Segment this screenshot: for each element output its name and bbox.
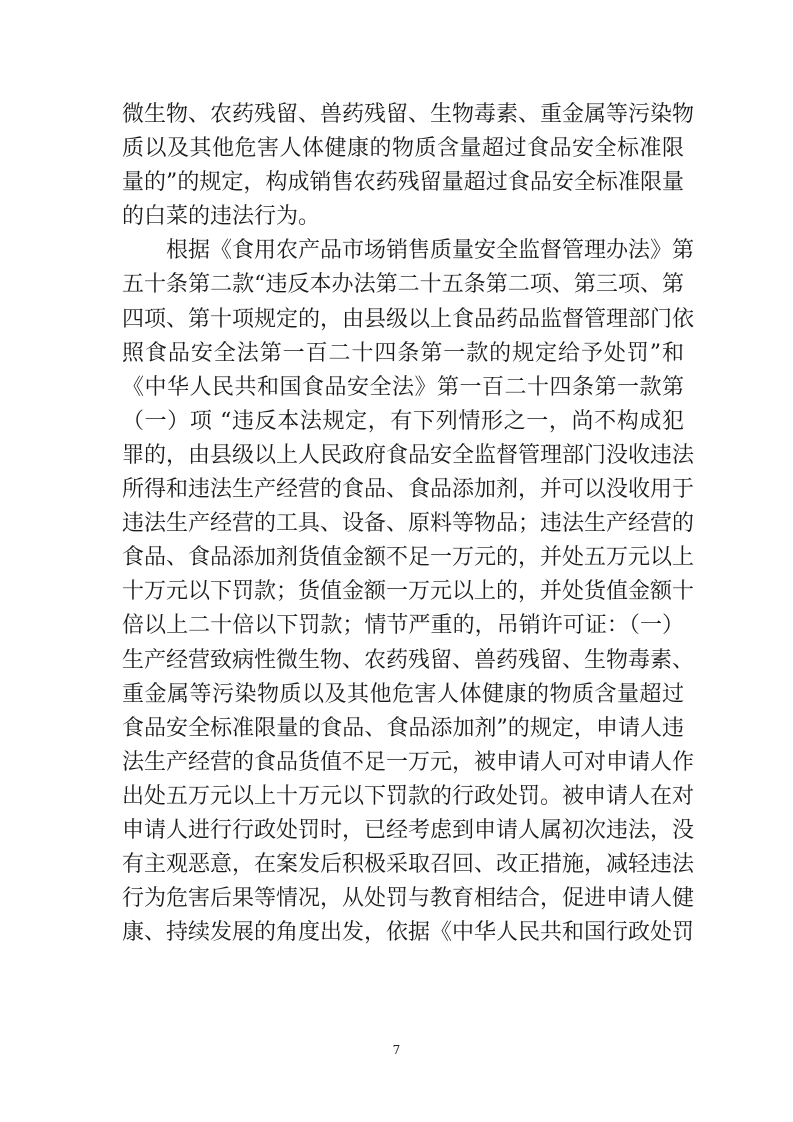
text-line: 行为危害后果等情况，从处罚与教育相结合，促进申请人健: [122, 886, 695, 912]
text-line: 重金属等污染物质以及其他危害人体健康的物质含量超过: [122, 681, 684, 707]
text-line: 十万元以下罚款；货值金额一万元以上的，并处货值金额十: [122, 579, 695, 605]
text-line: 所得和违法生产经营的食品、食品添加剂，并可以没收用于: [122, 477, 695, 503]
body-text: [122, 98, 695, 950]
text-line: 法生产经营的食品货值不足一万元，被申请人可对申请人作: [122, 749, 695, 775]
text-line: 微生物、农药残留、兽药残留、生物毒素、重金属等污染物: [122, 102, 695, 127]
text-line: 罪的，由县级以上人民政府食品安全监督管理部门没收违法: [122, 442, 695, 468]
text-line: 四项、第十项规定的，由县级以上食品药品监督管理部门依: [122, 306, 695, 332]
text-line: （一）项 “违反本法规定，有下列情形之一，尚不构成犯: [122, 408, 684, 434]
text-line: 食品、食品添加剂货值金额不足一万元的，并处五万元以上: [122, 545, 695, 571]
text-line: 生产经营致病性微生物、农药残留、兽药残留、生物毒素、: [122, 647, 695, 673]
text-line: 食品安全标准限量的食品、食品添加剂”的规定，申请人违: [122, 715, 684, 741]
text-line: 申请人进行行政处罚时，已经考虑到申请人属初次违法，没: [122, 817, 695, 843]
text-line: 违法生产经营的工具、设备、原料等物品；违法生产经营的: [122, 511, 695, 537]
text-line: 有主观恶意，在案发后积极采取召回、改正措施，减轻违法: [122, 852, 695, 878]
text-line: 康、持续发展的角度出发，依据《中华人民共和国行政处罚: [122, 920, 695, 946]
paragraph-first-line: 根据《食用农产品市场销售质量安全监督管理办法》第: [166, 238, 695, 264]
text-line: 《中华人民共和国食品安全法》第一百二十四条第一款第: [122, 374, 684, 400]
text-line: 质以及其他危害人体健康的物质含量超过食品安全标准限: [122, 136, 684, 162]
text-line: 倍以上二十倍以下罚款；情节严重的，吊销许可证：（一）: [122, 613, 684, 639]
text-line: 五十条第二款“违反本办法第二十五条第二项、第三项、第: [122, 272, 684, 298]
text-line: 出处五万元以上十万元以下罚款的行政处罚。被申请人在对: [122, 783, 695, 809]
text-line: 的白菜的违法行为。: [122, 204, 321, 230]
text-line: 照食品安全法第一百二十四条第一款的规定给予处罚”和: [122, 340, 684, 366]
text-line: 量的”的规定，构成销售农药残留量超过食品安全标准限量: [122, 170, 684, 196]
page-number: 7: [392, 1043, 401, 1057]
